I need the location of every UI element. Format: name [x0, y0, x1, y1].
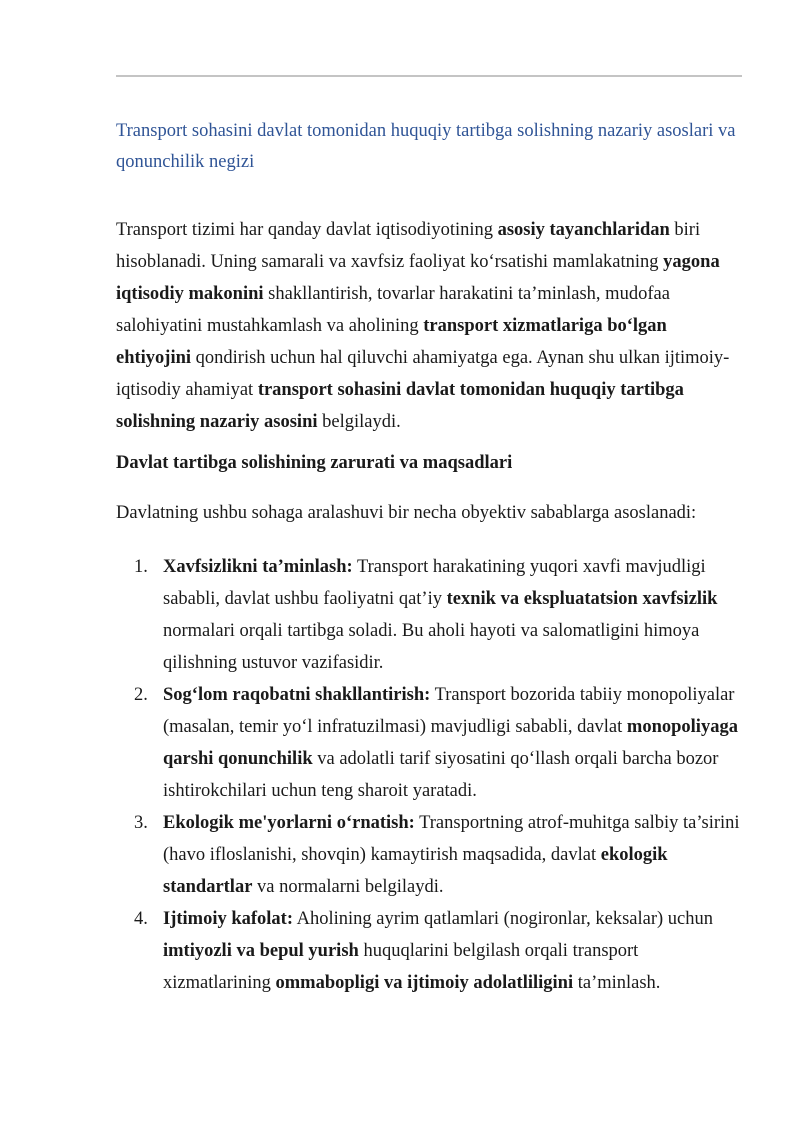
list-item-bold: ommabopligi va ijtimoiy adolatliligini — [275, 973, 574, 993]
list-item-text: va normalarni belgilaydi. — [252, 877, 444, 897]
list-item-text: va adolatli tarif siyosatini qo‘llash orqali barcha bozor ishtirokchilari uchun teng sharoit yaratadi. — [163, 749, 719, 801]
intro-bold-1: asosiy tayanchlaridan — [497, 220, 670, 240]
section-intro: Davlatning ushbu sohaga aralashuvi bir necha obyektiv sabablarga asoslanadi: — [116, 503, 697, 523]
list-item — [116, 679, 744, 807]
list-item-lead: Ekologik me'yorlarni o‘rnatish: — [163, 813, 415, 833]
list-item-lead: Xavfsizlikni ta’minlash: — [163, 557, 353, 577]
list-item-lead: Ijtimoiy kafolat: — [163, 909, 293, 929]
list-item-lead: Sog‘lom raqobatni shakllantirish: — [163, 685, 431, 705]
list-item-bold: monopoliyaga qarshi qonunchilik — [163, 717, 738, 769]
list-item — [116, 903, 744, 999]
list-number: 3. — [134, 813, 148, 833]
list-item — [116, 807, 744, 903]
intro-text-1: Transport tizimi har qanday davlat iqtisodiyotining — [116, 220, 498, 240]
intro-paragraph — [116, 214, 744, 438]
intro-bold-4: transport sohasini davlat tomonidan huquqiy tartibga solishning nazariy asosini — [116, 380, 684, 432]
list-item-text: huquqlarini belgilash orqali transport xizmatlarining — [163, 941, 639, 993]
list-item-text: Transport bozorida tabiiy monopoliyalar (masalan, temir yo‘l infratuzilmasi) mavjudligi sababli, davlat — [163, 685, 735, 737]
header-rule — [116, 75, 742, 77]
list-item-bold: ekologik standartlar — [163, 845, 668, 897]
list-item-bold: imtiyozli va bepul yurish — [163, 941, 359, 961]
list-item-text: Aholining ayrim qatlamlari (nogironlar, keksalar) uchun — [293, 909, 714, 929]
intro-text-3: shakllantirish, tovarlar harakatini ta’minlash, mudofaa salohiyatini mustahkamlash va aholining — [116, 284, 670, 336]
section-heading: Davlat tartibga solishining zarurati va maqsadlari — [116, 453, 513, 473]
intro-bold-3: transport xizmatlariga bo‘lgan ehtiyojini — [116, 316, 667, 368]
reasons-list — [116, 551, 744, 999]
list-item-text: normalari orqali tartibga soladi. Bu aholi hayoti va salomatligini himoya qilishning ustuvor vazifasidir. — [163, 621, 700, 673]
list-item-text: ta’minlash. — [573, 973, 661, 993]
intro-text-4: qondirish uchun hal qiluvchi ahamiyatga ega. Aynan shu ulkan ijtimoiy-iqtisodiy ahamiyat — [116, 348, 730, 400]
list-item-bold: texnik va ekspluatatsion xavfsizlik — [446, 589, 718, 609]
document-body — [116, 116, 744, 999]
list-number: 4. — [134, 909, 148, 929]
list-item-text: Transportning atrof-muhitga salbiy ta’sirini (havo ifloslanishi, shovqin) kamaytirish maqsadida, davlat — [163, 813, 740, 865]
list-item — [116, 551, 744, 679]
list-item-text: Transport harakatining yuqori xavfi mavjudligi sababli, davlat ushbu faoliyatni qat’iy — [163, 557, 706, 609]
intro-bold-2: yagona iqtisodiy makonini — [116, 252, 720, 304]
list-number: 1. — [134, 557, 148, 577]
intro-text-2: biri hisoblanadi. Uning samarali va xavfsiz faoliyat ko‘rsatishi mamlakatning — [116, 220, 701, 272]
list-number: 2. — [134, 685, 148, 705]
intro-text-5: belgilaydi. — [317, 412, 401, 432]
document-title: Transport sohasini davlat tomonidan huquqiy tartibga solishning nazariy asoslari va qonunchilik negizi — [116, 121, 736, 172]
